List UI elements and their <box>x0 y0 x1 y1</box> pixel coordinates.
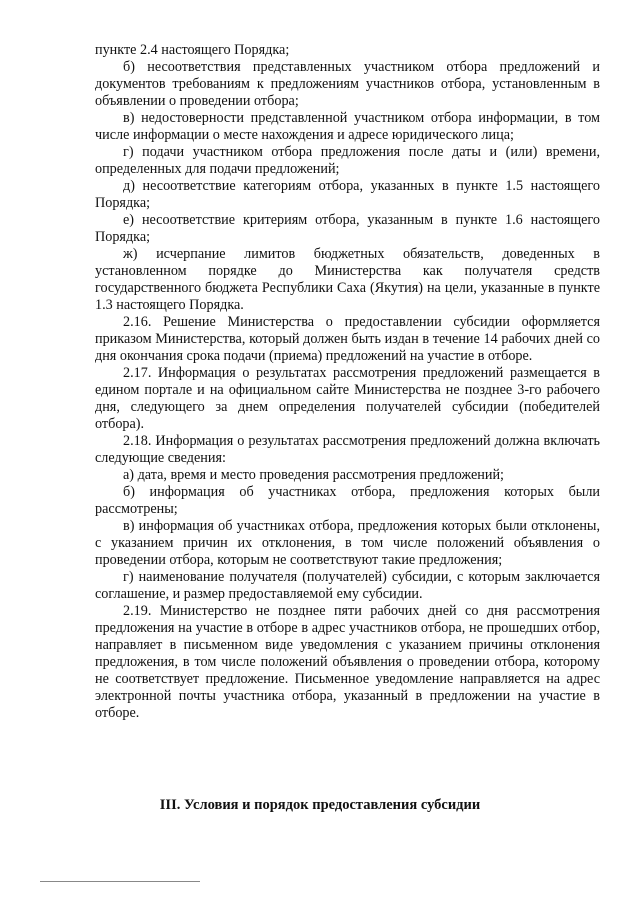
paragraph: г) наименование получателя (получателей) субсидии, с которым заключается соглашение, и размер предоставляемой ему субсидии. <box>95 569 600 602</box>
paragraph: 2.16. Решение Министерства о предоставлении субсидии оформляется приказом Министерства, который должен быть издан в течение 14 рабочих дней со дня окончания срока подачи (приема) предложений на участие в отборе. <box>95 314 600 364</box>
paragraph: 2.18. Информация о результатах рассмотрения предложений должна включать следующие сведения: <box>95 433 600 466</box>
paragraph: в) информация об участниках отбора, предложения которых были отклонены, с указанием причин их отклонения, в том числе положений объявления о проведении отбора, которым не соответствуют такие предложения; <box>95 518 600 568</box>
paragraph: 2.17. Информация о результатах рассмотрения предложений размещается в едином портале и на официальном сайте Министерства не позднее 3-го рабочего дня, следующего за днем определения получателей субсидии (победителей отбора). <box>95 365 600 432</box>
paragraph: д) несоответствие категориям отбора, указанных в пункте 1.5 настоящего Порядка; <box>95 178 600 211</box>
paragraph: а) дата, время и место проведения рассмотрения предложений; <box>123 467 504 483</box>
section-heading: III. Условия и порядок предоставления субсидии <box>159 797 481 813</box>
paragraph: б) несоответствия представленных участником отбора предложений и документов требованиям к предложениям участников отбора, установленным в объявлении о проведении отбора; <box>95 59 600 109</box>
paragraph: в) недостоверности представленной участником отбора информации, в том числе информации о месте нахождения и адресе юридического лица; <box>95 110 600 143</box>
scan-artifact-line <box>40 881 200 882</box>
paragraph: ж) исчерпание лимитов бюджетных обязательств, доведенных в установленном порядке до Министерства как получателя средств государственного бюджета Республики Саха (Якутия) на цели, указанные в пункте 1.3 настоящего Порядка. <box>95 246 600 313</box>
paragraph: г) подачи участником отбора предложения после даты и (или) времени, определенных для подачи предложений; <box>95 144 600 177</box>
document-body <box>95 42 600 722</box>
paragraph: б) информация об участниках отбора, предложения которых были рассмотрены; <box>95 484 600 517</box>
paragraph: е) несоответствие критериям отбора, указанным в пункте 1.6 настоящего Порядка; <box>95 212 600 245</box>
paragraph: пункте 2.4 настоящего Порядка; <box>95 42 290 58</box>
paragraph: 2.19. Министерство не позднее пяти рабочих дней со дня рассмотрения предложения на участие в отборе в адрес участников отбора, не прошедших отбор, направляет в письменном виде уведомления с указанием причины отклонения предложения, в том числе положений объявления о проведении отбора, которому не соответствует предложение. Письменное уведомление направляется на адрес электронной почты участника отбора, указанный в предложении на участие в отборе. <box>95 603 600 721</box>
